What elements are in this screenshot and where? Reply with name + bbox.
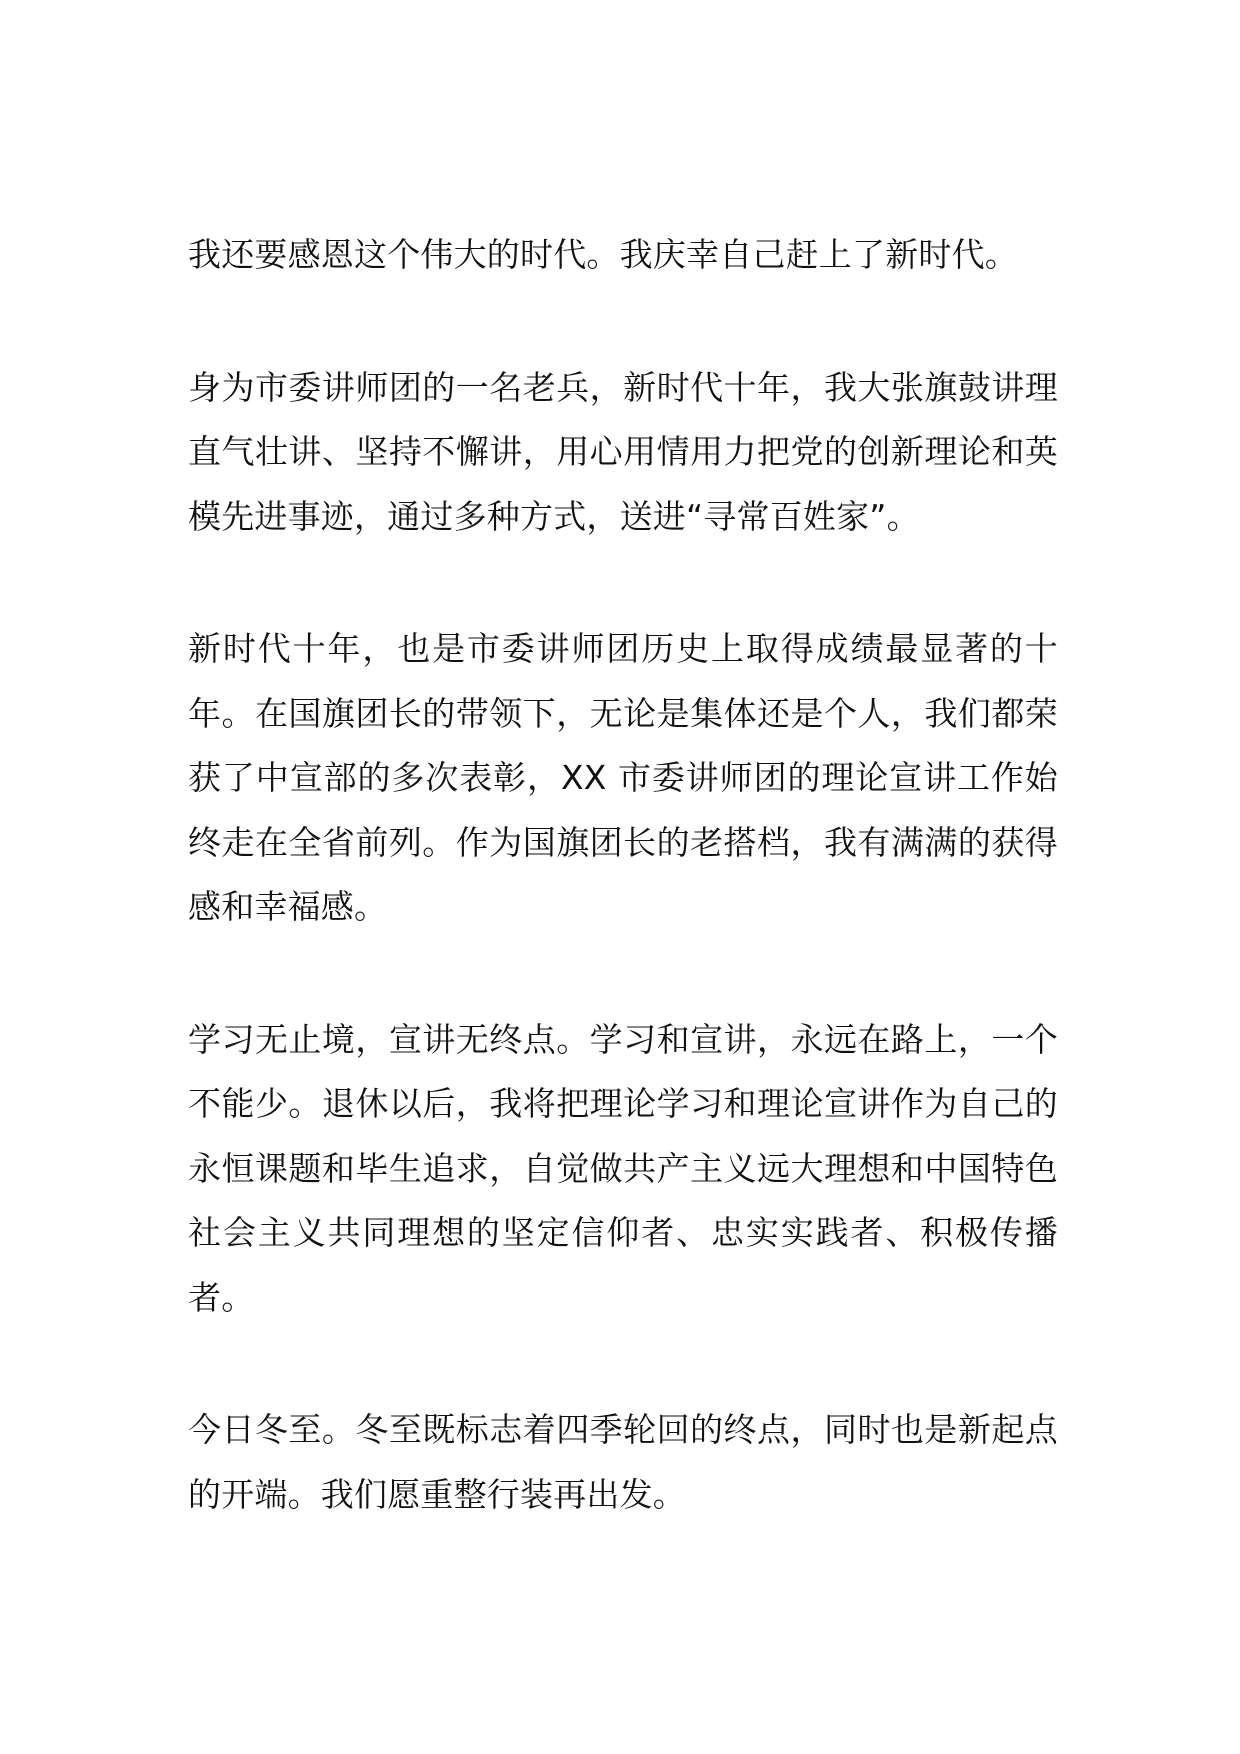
paragraph-2: 身为市委讲师团的一名老兵，新时代十年，我大张旗鼓讲理直气壮讲、坚持不懈讲，用心用情用力把党的创新理论和英模先进事迹，通过多种方式，送进“寻常百姓家”。 (188, 367, 1058, 536)
document-body (188, 223, 1058, 1527)
paragraph-4: 学习无止境，宣讲无终点。学习和宣讲，永远在路上，一个不能少。退休以后，我将把理论学习和理论宣讲作为自己的永恒课题和毕生追求，自觉做共产主义远大理想和中国特色社会主义共同理想的坚定信仰者、忠实实践者、积极传播者。 (188, 1019, 1058, 1317)
paragraph-5: 今日冬至。冬至既标志着四季轮回的终点，同时也是新起点的开端。我们愿重整行装再出发。 (188, 1410, 1058, 1514)
paragraph-1: 我还要感恩这个伟大的时代。我庆幸自己赶上了新时代。 (188, 235, 1018, 274)
paragraph-3: 新时代十年，也是市委讲师团历史上取得成绩最显著的十年。在国旗团长的带领下，无论是集体还是个人，我们都荣获了中宣部的多次表彰，XX 市委讲师团的理论宣讲工作始终走在全省前列。作为国旗团长的老搭档，我有满满的获得感和幸福感。 (188, 629, 1058, 926)
